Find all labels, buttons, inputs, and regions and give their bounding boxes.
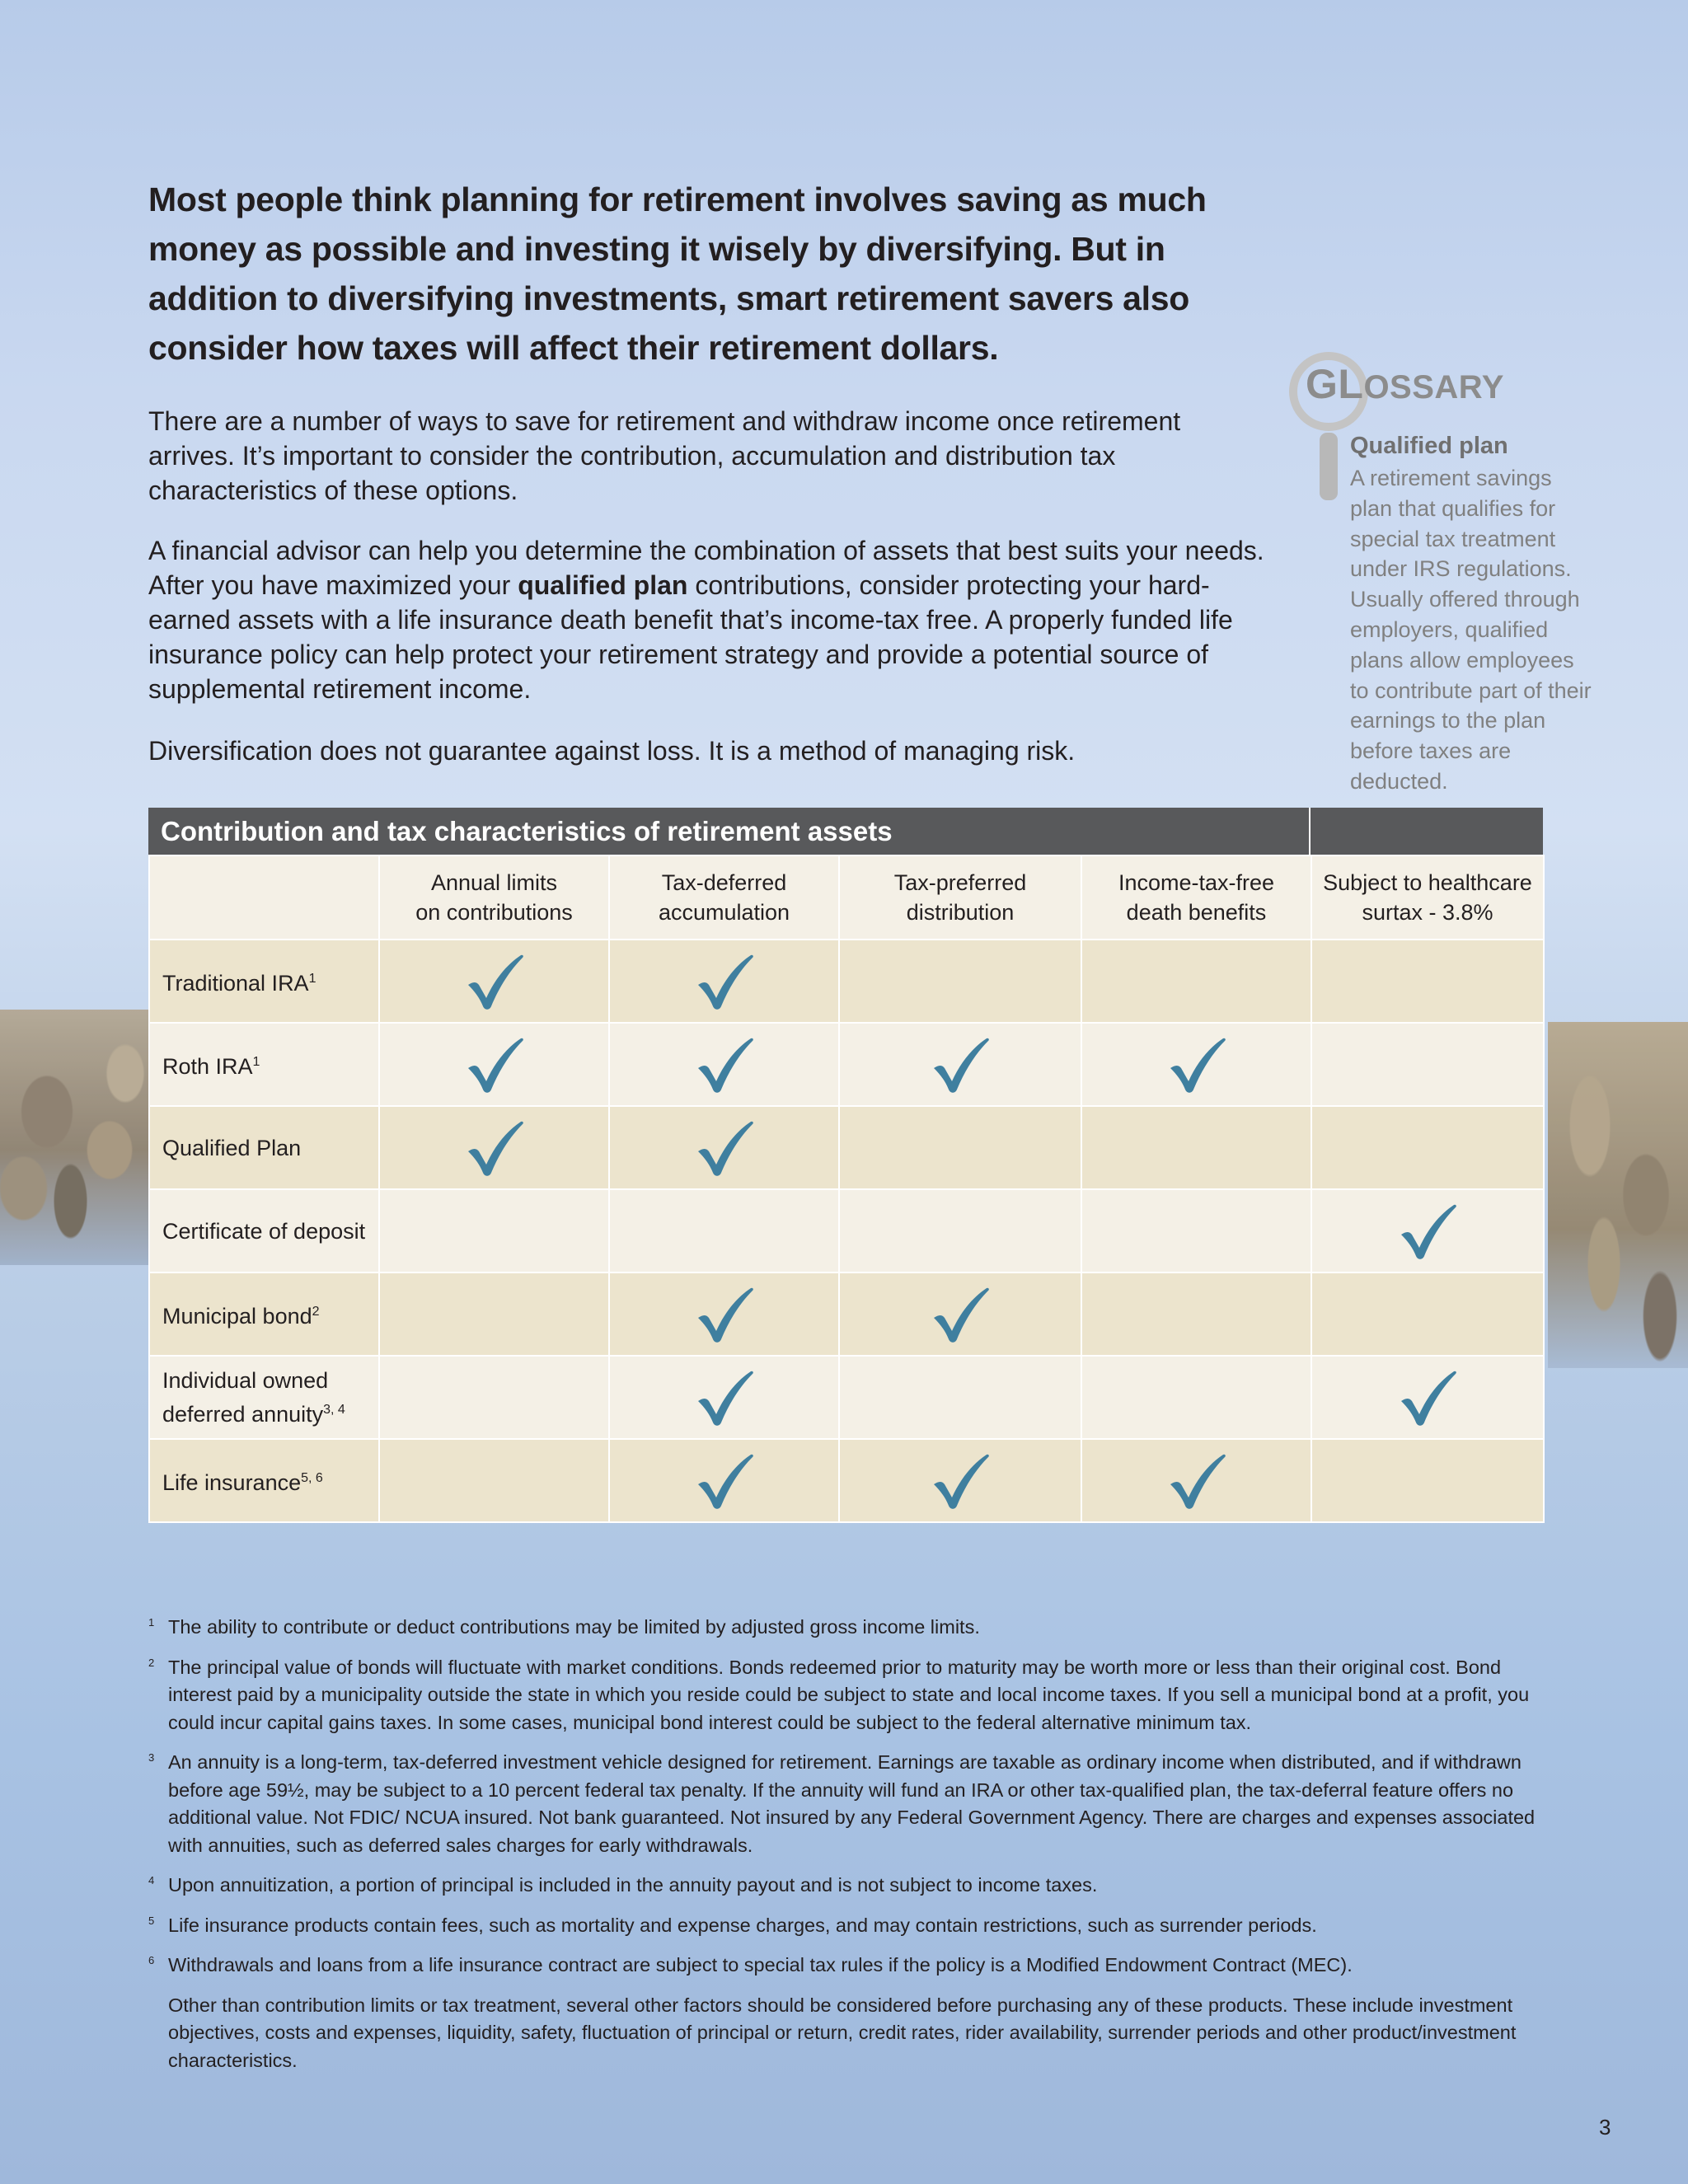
footnote-text: Life insurance products contain fees, such as mortality and expense charges, and may contain restrictions, such as surrender periods. [168,1914,1317,1936]
table-row [149,1023,1544,1106]
footnote-text: The principal value of bonds will fluctuate with market conditions. Bonds redeemed prior to maturity may be worth more or less than their original cost. Bond interest paid by a municipality outside the state in which you reside could be subject to state and local income taxes. If you sell a municipal bond at a profit, you could incur capital gains taxes. In some cases, municipal bond interest could be subject to the federal alternative minimum tax. [168,1656,1530,1733]
paragraph-ways-to-save: There are a number of ways to save for retirement and withdraw income once retirement arrives. It’s important to consider the contribution, accumulation and distribution tax characteristics of these options. [148,406,1181,505]
paragraph-text: contributions, consider protecting your hard-earned assets with a life insurance death benefit that’s income-tax free. A properly funded life insurance policy can help protect your retirement strategy and provide a potential source of supplemental retirement income. [148,570,1233,704]
footnote-text: An annuity is a long-term, tax-deferred investment vehicle designed for retirement. Earnings are taxable as ordinary income when distributed, and if withdrawn before age 59½, may be subject to a 10 percent federal tax penalty. If the annuity will fund an IRA or other tax-qualified plan, the tax-deferral feature offers no additional value. Not FDIC/ NCUA insured. Not bank guaranteed. Not insured by any Federal Government Agency. There are charges and expenses associated with annuities, such as deferred sales charges for early withdrawals. [168,1751,1536,1856]
background-rocks-right [1548,1022,1688,1368]
checkmark-icon [1398,1368,1457,1427]
table-cell [839,1106,1081,1189]
footnote-number: 6 [148,1954,155,1966]
table-cell [609,1356,839,1439]
table-cell [839,1023,1081,1106]
table-cell [609,940,839,1023]
column-header-line: distribution [906,900,1015,925]
column-header-line: on contributions [415,900,573,925]
row-label [149,1023,379,1106]
table-cell [1081,940,1311,1023]
column-header-line: Tax-deferred [661,870,787,895]
table-cell [379,1189,609,1272]
row-label [149,1356,379,1439]
checkmark-icon [695,1035,754,1094]
glossary-title-initial: GL [1306,361,1364,407]
column-header-line: death benefits [1126,900,1267,925]
table-cell [839,1356,1081,1439]
table-cell [1311,1189,1544,1272]
footnote-text: Upon annuitization, a portion of principal is included in the annuity payout and is not subject to income taxes. [168,1874,1098,1896]
footnote-number: 5 [148,1914,155,1927]
table-cell [1081,1272,1311,1356]
paragraph-financial-advisor [148,533,1269,706]
table-title-spacer [1311,808,1543,855]
checkmark-icon [1398,1202,1457,1261]
column-header-blank [149,855,379,940]
row-label-text: Municipal bond [162,1304,312,1329]
table-cell [1081,1189,1311,1272]
row-label-text: Qualified Plan [162,1135,302,1160]
table-cell [839,1189,1081,1272]
checkmark-icon [465,1035,524,1094]
footnote-item [148,1912,1550,1940]
paragraph-text: A financial advisor can help you determine the combination of assets that best suits your needs. After you have maximized your [148,536,1264,600]
table-title-bar [148,808,1543,855]
table-cell [1311,1023,1544,1106]
qualified-plan-term: qualified plan [518,570,688,600]
row-label [149,1439,379,1522]
paragraph-diversification: Diversification does not guarantee against loss. It is a method of managing risk. [148,736,1076,766]
column-header [379,855,609,940]
footnote-text: The ability to contribute or deduct contributions may be limited by adjusted gross income limits. [168,1616,980,1638]
footnote-item [148,1614,1550,1642]
table-row [149,1356,1544,1439]
row-label-text: Traditional IRA [162,971,309,996]
column-header [839,855,1081,940]
checkmark-icon [931,1451,990,1511]
table-row [149,1106,1544,1189]
footnote-number: 2 [148,1656,155,1669]
table-cell [609,1189,839,1272]
column-header-line: Subject to healthcare [1323,870,1532,895]
table-row [149,1189,1544,1272]
row-label [149,1272,379,1356]
checkmark-icon [695,1451,754,1511]
row-label-text: Roth IRA [162,1054,253,1079]
footnotes [148,1614,1550,2087]
table-cell [1311,1106,1544,1189]
footnote-number: 1 [148,1616,155,1629]
footnote-item [148,1952,1550,1980]
background-rocks-left [0,1010,157,1265]
footnote-ref: 3, 4 [323,1403,345,1417]
row-label [149,1106,379,1189]
footnote-ref: 1 [308,972,316,986]
row-label-text: Life insurance [162,1470,302,1495]
checkmark-icon [465,952,524,1011]
column-header-line: Tax-preferred [893,870,1027,895]
checkmark-icon [695,1118,754,1178]
row-label [149,940,379,1023]
row-label-text: Certificate of deposit [162,1218,366,1244]
table-cell [379,1439,609,1522]
table-cell [1311,1439,1544,1522]
checkmark-icon [1167,1451,1226,1511]
table-cell [839,940,1081,1023]
table-cell [1081,1356,1311,1439]
glossary-term: Qualified plan [1350,433,1508,459]
table-title: Contribution and tax characteristics of retirement assets [148,808,1311,855]
table-cell [1311,1356,1544,1439]
retirement-assets-table [148,808,1543,1523]
row-label [149,1189,379,1272]
page-number: 3 [1599,2115,1611,2139]
footnote-text: Withdrawals and loans from a life insurance contract are subject to special tax rules if the policy is a Modified Endowment Contract (MEC). [168,1954,1353,1975]
checkmark-icon [695,952,754,1011]
column-header [609,855,839,940]
checkmark-icon [695,1285,754,1344]
footnote-item [148,1992,1550,2075]
footnote-item [148,1654,1550,1737]
table-cell [609,1272,839,1356]
column-header-line: Annual limits [430,870,558,895]
table-cell [609,1023,839,1106]
glossary-title-rest: OSSARY [1363,369,1504,405]
footnote-number: 4 [148,1874,155,1886]
table-cell [379,1356,609,1439]
table-cell [379,1106,609,1189]
column-header [1311,855,1544,940]
footnote-ref: 2 [312,1305,320,1319]
footnote-ref: 1 [252,1055,260,1069]
table-cell [379,940,609,1023]
glossary-title [1306,360,1504,408]
table-cell [379,1272,609,1356]
checkmark-icon [1167,1035,1226,1094]
checkmark-icon [465,1118,524,1178]
checkmark-icon [695,1368,754,1427]
checkmark-icon [931,1285,990,1344]
footnote-item [148,1872,1550,1900]
table-cell [1081,1023,1311,1106]
table-row [149,1272,1544,1356]
table-cell [839,1272,1081,1356]
footnote-number: 3 [148,1751,155,1764]
intro-heading: Most people think planning for retirement involves saving as much money as possible and investing it wisely by diversifying. But in addition to diversifying investments, smart retirement savers also consider how taxes will affect their retirement dollars. [148,180,1207,367]
table-cell [1311,940,1544,1023]
table-cell [1311,1272,1544,1356]
table-row [149,1439,1544,1522]
table-cell [1081,1106,1311,1189]
column-header [1081,855,1311,940]
table-row [149,940,1544,1023]
column-header-line: accumulation [658,900,790,925]
glossary-definition: A retirement savings plan that qualifies for special tax treatment under IRS regulations. Usually offered through employers, qualified plans allow employees to contribute part of their earnings to the plan before taxes are deducted. [1350,466,1592,794]
table-cell [1081,1439,1311,1522]
table-cell [609,1106,839,1189]
footnote-ref: 5, 6 [301,1471,323,1485]
table-grid [148,855,1545,1523]
column-header-row [149,855,1544,940]
table-cell [609,1439,839,1522]
checkmark-icon [931,1035,990,1094]
column-header-line: Income-tax-free [1118,870,1275,895]
footnote-item [148,1749,1550,1859]
table-cell [839,1439,1081,1522]
table-cell [379,1023,609,1106]
footnote-text: Other than contribution limits or tax treatment, several other factors should be considered before purchasing any of these products. These include investment objectives, costs and expenses, liquidity, safety, fluctuation of principal or return, credit rates, rider availability, surrender periods and other product/investment characteristics. [168,1994,1517,2071]
row-label-text: Individual owned deferred annuity [162,1368,329,1427]
column-header-line: surtax - 3.8% [1362,900,1493,925]
